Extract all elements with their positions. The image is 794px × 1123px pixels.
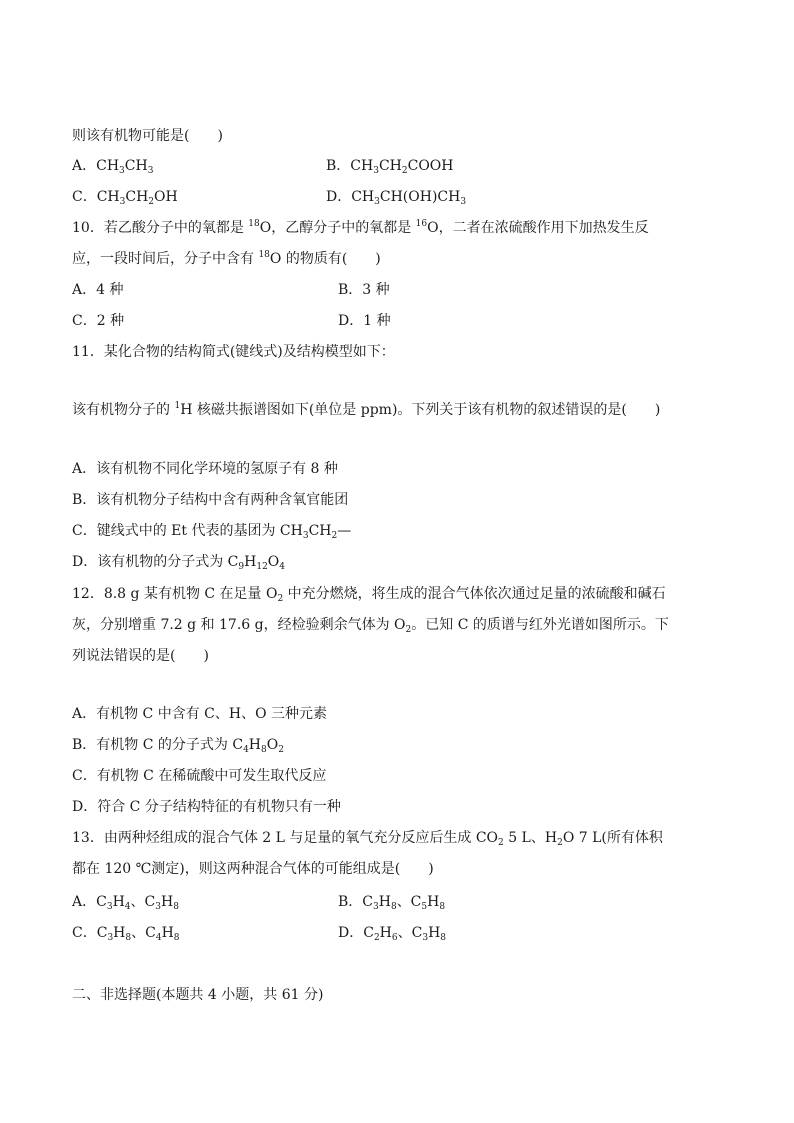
q11-option-a: A．该有机物不同化学环境的氢原子有 8 种 xyxy=(72,461,338,477)
q9-option-b: B．$CH_3CH_2COOH$ xyxy=(326,158,454,176)
q9-tail: 则该有机物可能是( ) xyxy=(72,128,223,144)
q12-option-a: A．有机物 C 中含有 C、H、O 三种元素 xyxy=(72,706,328,722)
q11-option-c: C．键线式中的 Et 代表的基团为 $CH_3CH_2—$ xyxy=(72,523,352,541)
q13-option-b: B．$C_3H_8$、$C_5H_8$ xyxy=(338,894,446,912)
q12-stem-line1: 12．8.8 g 某有机物 C 在足量 $O_2$ 中充分燃烧，将生成的混合气体依次通过足量的浓硫酸和碱石 xyxy=(72,586,666,604)
q13-option-c: C．$C_3H_8$、$C_4H_8$ xyxy=(72,925,180,943)
q13-option-a: A．$C_3H_4$、$C_3H_8$ xyxy=(72,894,179,912)
q12-stem-line2: 灰，分别增重 7.2 g 和 17.6 g，经检验剩余气体为 $O_2$。已知 C 的质谱与红外光谱如图所示。下 xyxy=(72,617,669,635)
q9-option-c: C．$CH_3CH_2OH$ xyxy=(72,189,178,207)
q10-stem-line1: 10．若乙酸分子中的氧都是 $^{18}$O，乙醇分子中的氧都是 $^{16}$O，二者在浓硫酸作用下加热发生反 xyxy=(72,219,649,236)
q11-stem: 11．某化合物的结构简式(键线式)及结构模型如下： xyxy=(72,344,395,360)
q9-option-d: D．$CH_3CH(OH)CH_3$ xyxy=(326,189,467,207)
q10-stem-line2: 应，一段时间后，分子中含有 $^{18}$O 的物质有( ) xyxy=(72,250,381,267)
q12-option-d: D．符合 C 分子结构特征的有机物只有一种 xyxy=(72,799,341,815)
q10-option-d: D．1 种 xyxy=(338,313,391,329)
q11-stem-line2: 该有机物分子的 $^1$H 核磁共振谱图如下(单位是 ppm)。下列关于该有机物的叙述错误的是( ) xyxy=(72,401,661,418)
q10-option-b: B．3 种 xyxy=(338,282,390,298)
q10-option-a: A．4 种 xyxy=(72,282,124,298)
q12-stem-line3: 列说法错误的是( ) xyxy=(72,648,209,664)
q11-option-d: D．该有机物的分子式为 $C_9H_{12}O_4$ xyxy=(72,554,286,572)
q11-option-b: B．该有机物分子结构中含有两种含氧官能团 xyxy=(72,492,349,508)
q10-option-c: C．2 种 xyxy=(72,313,125,329)
q13-stem-line2: 都在 120 ℃测定)，则这两种混合气体的可能组成是( ) xyxy=(72,861,434,877)
q13-stem-line1: 13．由两种烃组成的混合气体 2 L 与足量的氧气充分反应后生成 $CO_2$ 5 L、$H_2O$ 7 L(所有体积 xyxy=(72,830,663,848)
q9-option-a: A．$CH_3CH_3$ xyxy=(72,158,154,176)
q12-option-b: B．有机物 C 的分子式为 $C_4H_8O_2$ xyxy=(72,737,284,755)
q13-option-d: D．$C_2H_6$、$C_3H_8$ xyxy=(338,925,447,943)
section-2-heading: 二、非选择题(本题共 4 小题，共 61 分) xyxy=(72,987,324,1003)
q12-option-c: C．有机物 C 在稀硫酸中可发生取代反应 xyxy=(72,768,327,784)
